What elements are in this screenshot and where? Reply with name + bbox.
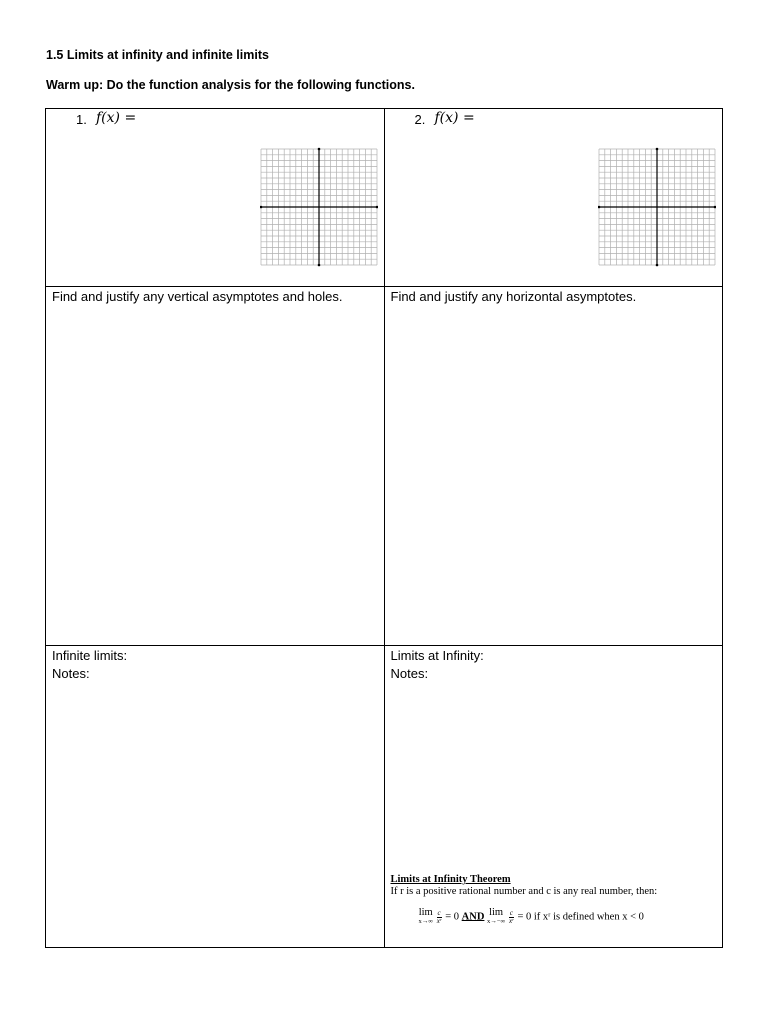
- limit-operator: lim x→−∞: [487, 907, 506, 925]
- function-expression: f(x) =: [434, 110, 475, 126]
- axis-endpoint: [598, 206, 600, 209]
- notes-label: Notes:: [390, 666, 429, 681]
- notes-label: Notes:: [52, 666, 90, 681]
- function-expression: f(x) =: [96, 110, 137, 126]
- theorem-title: Limits at Infinity Theorem: [390, 874, 511, 885]
- infinite-limits-label: Infinite limits:: [52, 648, 128, 663]
- and-keyword: AND: [461, 911, 485, 923]
- horizontal-asymptotes-prompt: Find and justify any horizontal asymptotes.: [390, 289, 637, 304]
- fraction: $\frac{c}{\text{xʳ}}$: [436, 908, 442, 925]
- limits-at-infinity-cell[interactable]: [384, 646, 723, 948]
- warmup-instructions: Warm up: Do the function analysis for the following functions.: [46, 78, 415, 92]
- axis-endpoint: [260, 206, 262, 209]
- vertical-asymptotes-prompt: Find and justify any vertical asymptotes and holes.: [52, 289, 343, 304]
- limit-operator: lim x→∞: [418, 907, 433, 925]
- infinite-limits-cell[interactable]: [46, 646, 385, 948]
- vertical-asymptotes-cell[interactable]: [46, 287, 385, 646]
- axis-endpoint: [317, 264, 320, 267]
- problem-number: 1.: [76, 112, 87, 127]
- horizontal-asymptotes-cell[interactable]: [384, 287, 723, 646]
- theorem-statement: If r is a positive rational number and c is any real number, then:: [390, 886, 658, 897]
- worksheet-table: [45, 108, 723, 948]
- problem-number: 2.: [414, 112, 426, 127]
- theorem-condition: if xʳ is defined when x < 0: [533, 911, 644, 923]
- theorem-formula: lim x→∞ $\frac{c}{\text{xʳ}}$ = 0 AND lim x→−∞ $\frac{c}{\text{xʳ}}$ = 0 if xʳ is defined when x < 0: [418, 907, 644, 925]
- axis-endpoint: [656, 264, 659, 267]
- problem-2-cell[interactable]: [384, 109, 723, 287]
- page-title: 1.5 Limits at infinity and infinite limits: [46, 48, 269, 62]
- axis-endpoint: [656, 148, 659, 151]
- axis-endpoint: [375, 206, 377, 209]
- fraction: $\frac{c}{\text{xʳ}}$: [508, 908, 514, 925]
- problem-1-cell[interactable]: [46, 109, 385, 287]
- coordinate-grid: [260, 147, 378, 269]
- coordinate-grid: [598, 147, 716, 269]
- axis-endpoint: [317, 148, 320, 151]
- limits-at-infinity-label: Limits at Infinity:: [390, 648, 484, 663]
- axis-endpoint: [714, 206, 716, 209]
- limits-theorem-box: [391, 874, 721, 926]
